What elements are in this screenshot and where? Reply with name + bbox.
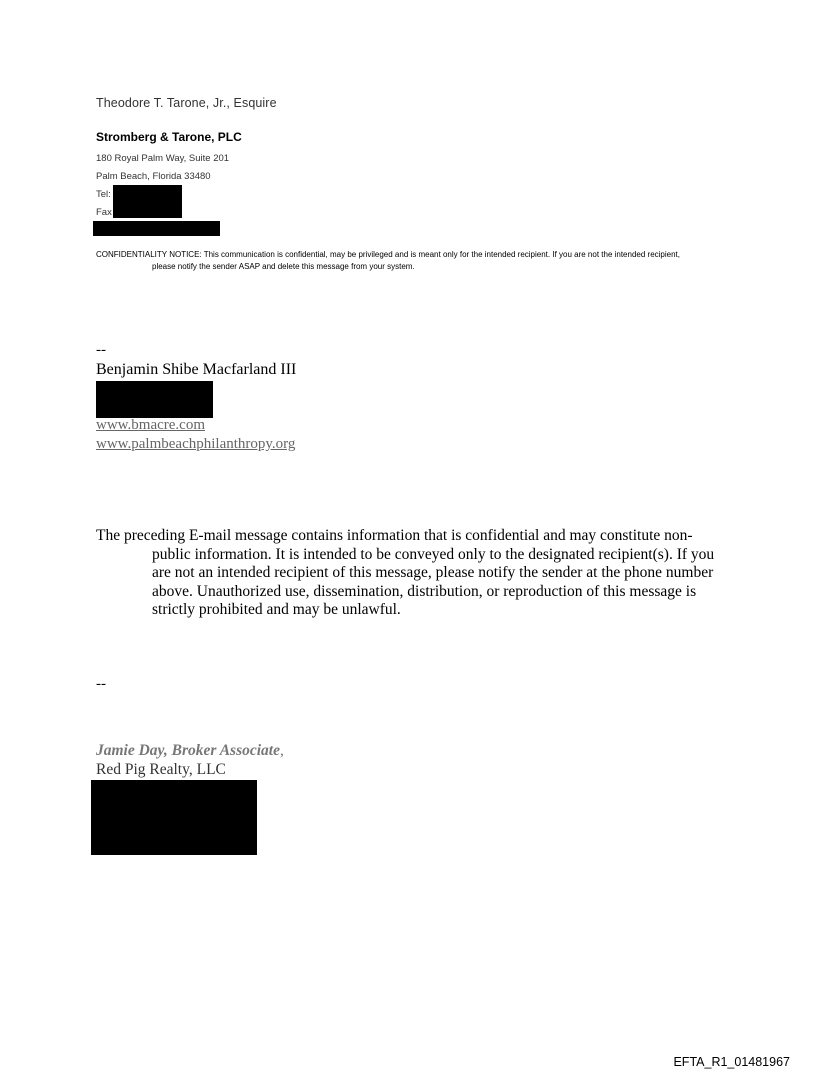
attorney-name: Theodore T. Tarone, Jr., Esquire — [96, 96, 277, 110]
confidentiality-line-1: CONFIDENTIALITY NOTICE: This communication is confidential, may be privileged and is meant only for the intended recipient. If you are not the intended recipient, — [96, 250, 680, 259]
signature-separator: -- — [96, 342, 106, 358]
website-link[interactable]: www.palmbeachphilanthropy.org — [96, 436, 296, 452]
signature-name-title — [96, 742, 284, 760]
firm-name: Stromberg & Tarone, PLC — [96, 130, 242, 144]
company-name: Red Pig Realty, LLC — [96, 761, 226, 778]
signature-separator: -- — [96, 676, 106, 692]
address-line-1: 180 Royal Palm Way, Suite 201 — [96, 153, 230, 164]
redaction-box — [93, 221, 220, 236]
signature-comma: , — [279, 742, 284, 759]
redaction-box — [91, 780, 257, 855]
redaction-box — [96, 381, 213, 418]
website-link[interactable]: www.bmacre.com — [96, 417, 205, 433]
signature-name: Benjamin Shibe Macfarland III — [96, 361, 297, 378]
legal-notice — [96, 527, 716, 620]
signature-name-title-text: Jamie Day, Broker Associate — [96, 742, 280, 759]
legal-notice-body: public information. It is intended to be conveyed only to the designated recipient(s). If you are not an intended recipient of this message, please notify the sender at the phone number above. Unauthorized use, dissemination, distribution, or reproduction of this message is strictly prohibited and may be unlawful. — [152, 545, 715, 618]
document-id: EFTA_R1_01481967 — [673, 1055, 790, 1069]
confidentiality-line-2: please notify the sender ASAP and delete this message from your system. — [152, 262, 415, 271]
tel-label: Tel: — [96, 189, 111, 200]
confidentiality-notice — [96, 249, 680, 273]
redaction-box — [113, 185, 182, 218]
address-line-2: Palm Beach, Florida 33480 — [96, 171, 211, 182]
fax-label: Fax — [96, 207, 112, 218]
legal-notice-first-line: The preceding E-mail message contains information that is confidential and may constitute non- — [96, 527, 693, 544]
